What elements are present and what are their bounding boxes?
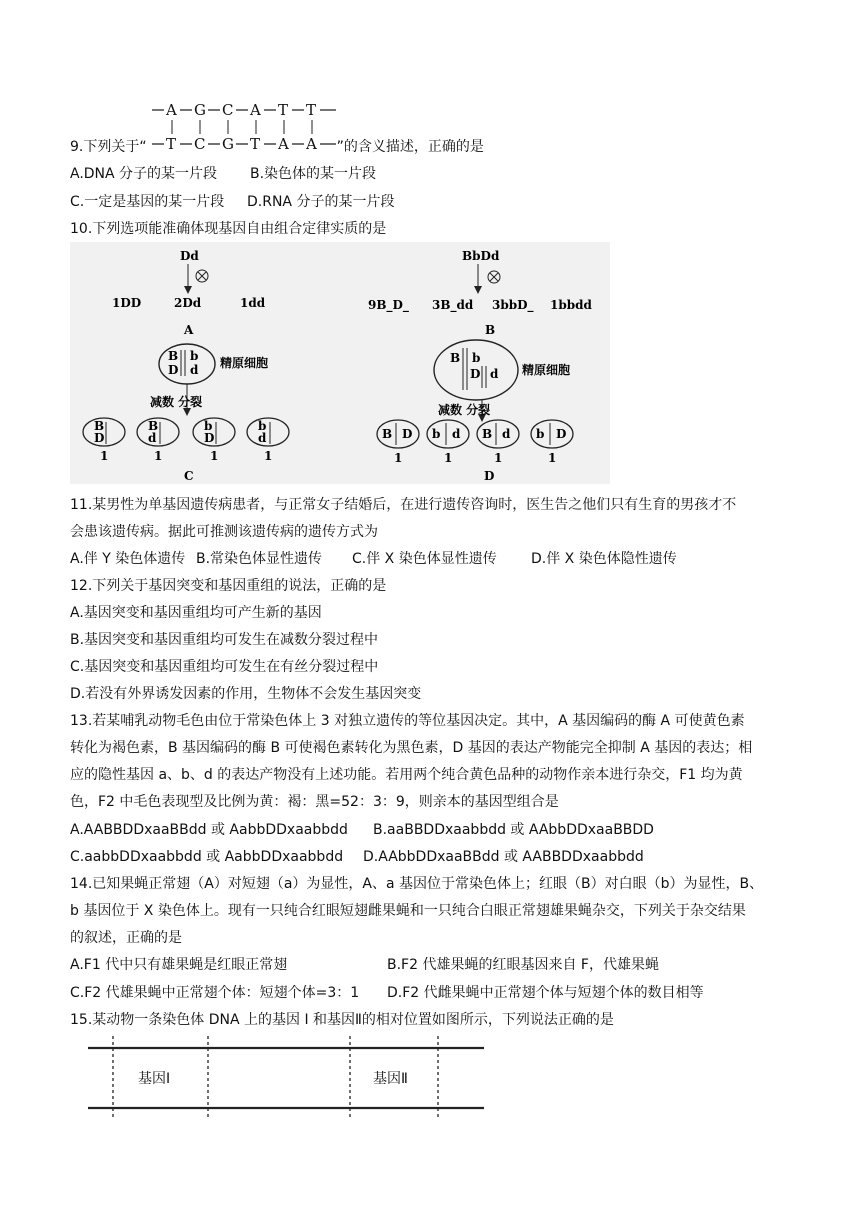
panel-a-parent: Dd	[180, 249, 199, 263]
q15-gene-figure-svg	[88, 1036, 486, 1118]
panel-d-ratio: 1	[494, 451, 503, 465]
panel-b-label: B	[485, 323, 496, 337]
q12-stem: 12.下列关于基因突变和基因重组的说法，正确的是	[70, 578, 387, 594]
svg-text:d: d	[190, 363, 199, 377]
panel-b-offspring: 3B_dd	[432, 298, 474, 312]
q13-stem-line: 转化为褐色素，B 基因编码的酶 B 可使褐色素转化为黑色素，D 基因的表达产物能完全抑制 A 基因的表达；相	[70, 740, 753, 756]
dna-bottom-base: T	[166, 135, 177, 153]
svg-text:d: d	[502, 427, 511, 441]
panel-a-offspring: 2Dd	[174, 296, 202, 310]
q12-option-d[interactable]: D.若没有外界诱发因素的作用，生物体不会发生基因突变	[70, 686, 422, 702]
panel-d-ratio: 1	[444, 451, 453, 465]
q15-stem: 15.某动物一条染色体 DNA 上的基因 I 和基因Ⅱ的相对位置如图所示，下列说法正确的是	[70, 1012, 614, 1028]
svg-text:b: b	[204, 419, 213, 433]
q15-gene-figure	[88, 1036, 486, 1118]
svg-text:d: d	[452, 427, 461, 441]
dna-bottom-base: G	[222, 135, 234, 153]
q12-option-a[interactable]: A.基因突变和基因重组均可产生新的基因	[70, 605, 322, 621]
dna-bottom-base: A	[306, 135, 317, 153]
svg-text:D: D	[204, 431, 215, 445]
q11-stem-line: 11.某男性为单基因遗传病患者，与正常女子结婚后，在进行遗传咨询时，医生告之他们只有生育的男孩才不	[70, 497, 737, 513]
svg-text:d: d	[258, 431, 267, 445]
q10-stem: 10.下列选项能准确体现基因自由组合定律实质的是	[70, 221, 387, 237]
panel-a-offspring: 1DD	[112, 296, 142, 310]
panel-b-offspring: 9B_D_	[368, 298, 409, 312]
dna-top-base: T	[278, 101, 289, 119]
svg-text:B: B	[148, 419, 159, 433]
dna-top-base: C	[222, 101, 234, 119]
q14-option-a[interactable]: A.F1 代中只有雄果蝇是红眼正常翅	[70, 957, 288, 973]
q11-option-c[interactable]: C.伴 X 染色体显性遗传	[352, 551, 497, 567]
svg-text:B: B	[450, 351, 461, 365]
panel-c-cell-label: 精原细胞	[220, 356, 269, 370]
dna-bottom-base: C	[194, 135, 206, 153]
svg-text:D: D	[470, 367, 481, 381]
panel-b-offspring: 3bbD_	[492, 298, 534, 312]
panel-c-label: C	[184, 469, 194, 483]
panel-c-ratio: 1	[100, 449, 109, 463]
dna-top-base: A	[166, 101, 177, 119]
q9-option-b[interactable]: B.染色体的某一片段	[250, 166, 377, 182]
svg-text:d: d	[490, 367, 499, 381]
panel-d-process: 减数 分裂	[438, 403, 491, 417]
q11-stem-line: 会患该遗传病。据此可推测该遗传病的遗传方式为	[70, 524, 378, 540]
q9-stem: 9.下列关于“ ”的含义描述，正确的是	[70, 139, 484, 155]
dna-bottom-base: T	[250, 135, 261, 153]
panel-c-ratio: 1	[154, 449, 163, 463]
q11-option-d[interactable]: D.伴 X 染色体隐性遗传	[531, 551, 677, 567]
q14-stem-line: b 基因位于 X 染色体上。现有一只纯合红眼短翅雌果蝇和一只纯合白眼正常翅雄果蝇杂交，下列关于杂交结果	[70, 903, 746, 919]
svg-text:B: B	[382, 427, 393, 441]
q13-option-d[interactable]: D.AAbbDDxaaBBdd 或 AABBDDxaabbdd	[363, 849, 644, 865]
q9-option-a[interactable]: A.DNA 分子的某一片段	[70, 166, 218, 182]
svg-text:D: D	[94, 431, 105, 445]
panel-c-process: 减数 分裂	[150, 395, 203, 409]
svg-text:D: D	[402, 427, 413, 441]
q13-option-b[interactable]: B.aaBBDDxaabbdd 或 AAbbDDxaaBBDD	[373, 822, 654, 838]
svg-text:B: B	[482, 427, 493, 441]
svg-text:d: d	[148, 431, 157, 445]
q13-option-a[interactable]: A.AABBDDxaaBBdd 或 AabbDDxaabbdd	[70, 822, 348, 838]
svg-text:D: D	[556, 427, 567, 441]
q11-option-b[interactable]: B.常染色体显性遗传	[196, 551, 323, 567]
q9-option-c[interactable]: C.一定是基因的某一片段	[70, 194, 225, 210]
gene-2-label: 基因Ⅱ	[373, 1071, 408, 1087]
panel-d-cell-label: 精原细胞	[522, 363, 571, 377]
panel-a-label: A	[184, 323, 194, 337]
dna-bottom-base: A	[278, 135, 289, 153]
q14-option-d[interactable]: D.F2 代雌果蝇中正常翅个体与短翅个体的数目相等	[387, 985, 704, 1001]
q14-option-b[interactable]: B.F2 代雄果蝇的红眼基因来自 F，代雄果蝇	[387, 957, 659, 973]
svg-text:D: D	[168, 363, 179, 377]
q11-option-a[interactable]: A.伴 Y 染色体遗传	[70, 551, 186, 567]
q10-figure	[70, 242, 610, 484]
q14-stem-line: 14.已知果蝇正常翅（A）对短翅（a）为显性，A、a 基因位于常染色体上；红眼（B）对白眼（b）为显性，B、	[70, 876, 764, 892]
svg-text:b: b	[190, 349, 199, 363]
svg-text:b: b	[432, 427, 441, 441]
dna-top-base: T	[306, 101, 317, 119]
svg-text:b: b	[472, 351, 481, 365]
svg-text:b: b	[536, 427, 545, 441]
svg-text:B: B	[168, 349, 179, 363]
q13-option-c[interactable]: C.aabbDDxaabbdd 或 AabbDDxaabbdd	[70, 849, 344, 865]
q14-stem-line: 的叙述，正确的是	[70, 930, 182, 946]
q13-stem-line: 色，F2 中毛色表现型及比例为黄：褐：黑=52：3：9，则亲本的基因型组合是	[70, 794, 559, 810]
q9-option-d[interactable]: D.RNA 分子的某一片段	[247, 194, 395, 210]
q12-option-c[interactable]: C.基因突变和基因重组均可发生在有丝分裂过程中	[70, 659, 379, 675]
dna-top-base: A	[250, 101, 261, 119]
q14-option-c[interactable]: C.F2 代雄果蝇中正常翅个体：短翅个体=3：1	[70, 985, 360, 1001]
panel-b-parent: BbDd	[462, 249, 500, 263]
panel-c-ratio: 1	[210, 449, 219, 463]
panel-a-offspring: 1dd	[240, 296, 266, 310]
svg-text:b: b	[258, 419, 267, 433]
q13-stem-line: 应的隐性基因 a、b、d 的表达产物没有上述功能。若用两个纯合黄色品种的动物作亲本进行杂交，F1 均为黄	[70, 767, 743, 783]
panel-b-offspring: 1bbdd	[550, 298, 592, 312]
dna-top-base: G	[194, 101, 206, 119]
q12-option-b[interactable]: B.基因突变和基因重组均可发生在减数分裂过程中	[70, 632, 379, 648]
gene-1-label: 基因Ⅰ	[138, 1071, 171, 1087]
panel-d-ratio: 1	[548, 451, 557, 465]
q10-figure-svg	[70, 242, 610, 484]
panel-d-label: D	[484, 469, 495, 483]
panel-c-ratio: 1	[264, 449, 273, 463]
q13-stem-line: 13.若某哺乳动物毛色由位于常染色体上 3 对独立遗传的等位基因决定。其中，A 基因编码的酶 A 可使黄色素	[70, 713, 745, 729]
panel-d-ratio: 1	[394, 451, 403, 465]
svg-text:B: B	[94, 419, 105, 433]
